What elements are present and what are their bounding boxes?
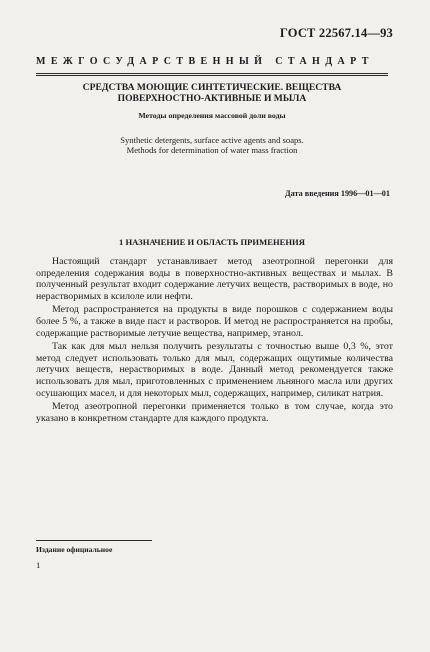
document-title	[36, 82, 388, 104]
section-body	[36, 256, 393, 426]
paragraph: Настоящий стандарт устанавливает метод азеотропной перегонки для определения содержания воды в поверхностно-активных веществах и мылах. В полученный результат входит содержание летучих веществ, растворимых в воде, но нерастворимых в ксилоле или нефти.	[36, 256, 393, 302]
footer-rule	[36, 540, 152, 541]
paragraph: Метод распространяется на продукты в виде порошков с содержанием воды более 5 %, а также в виде паст и растворов. И метод не распространяется на пробы, содержащие растворимые летучие вещества, например, этанол.	[36, 304, 393, 339]
title-line-1: СРЕДСТВА МОЮЩИЕ СИНТЕТИЧЕСКИЕ. ВЕЩЕСТВА	[82, 82, 342, 93]
title-english-line-2: Methods for determination of water mass fraction	[126, 145, 298, 155]
edition-label: Издание официальное	[36, 545, 113, 554]
title-english-line-1: Synthetic detergents, surface active agents and soaps.	[120, 135, 304, 145]
page-number: 1	[36, 560, 41, 570]
subtitle-russian: Методы определения массовой доли воды	[138, 111, 286, 120]
section-heading: 1 НАЗНАЧЕНИЕ И ОБЛАСТЬ ПРИМЕНЕНИЯ	[119, 237, 305, 247]
header-rule-top	[36, 73, 388, 74]
standard-type-line: МЕЖГОСУДАРСТВЕННЫЙ СТАНДАРТ	[36, 56, 374, 67]
header-rule-bottom	[36, 75, 388, 76]
paragraph: Так как для мыл нельзя получить результаты с точностью выше 0,3 %, этот метод следует использовать только для мыл, содержащих ощутимые количества летучих веществ, нерастворимых в воде. Данный метод рекомендуется также использовать для мыл, приготовленных с применением льняного масла или других осушающих масел, и для некоторых мыл, содержащих, например, силикат натрия.	[36, 341, 393, 399]
introduction-date: Дата введения 1996—01—01	[285, 189, 390, 198]
standard-code: ГОСТ 22567.14—93	[279, 26, 393, 40]
paragraph: Метод азеотропной перегонки применяется только в том случае, когда это указано в конкретном стандарте для каждого продукта.	[36, 401, 393, 424]
title-line-2: ПОВЕРХНОСТНО-АКТИВНЫЕ И МЫЛА	[117, 93, 307, 104]
title-english	[36, 135, 388, 155]
